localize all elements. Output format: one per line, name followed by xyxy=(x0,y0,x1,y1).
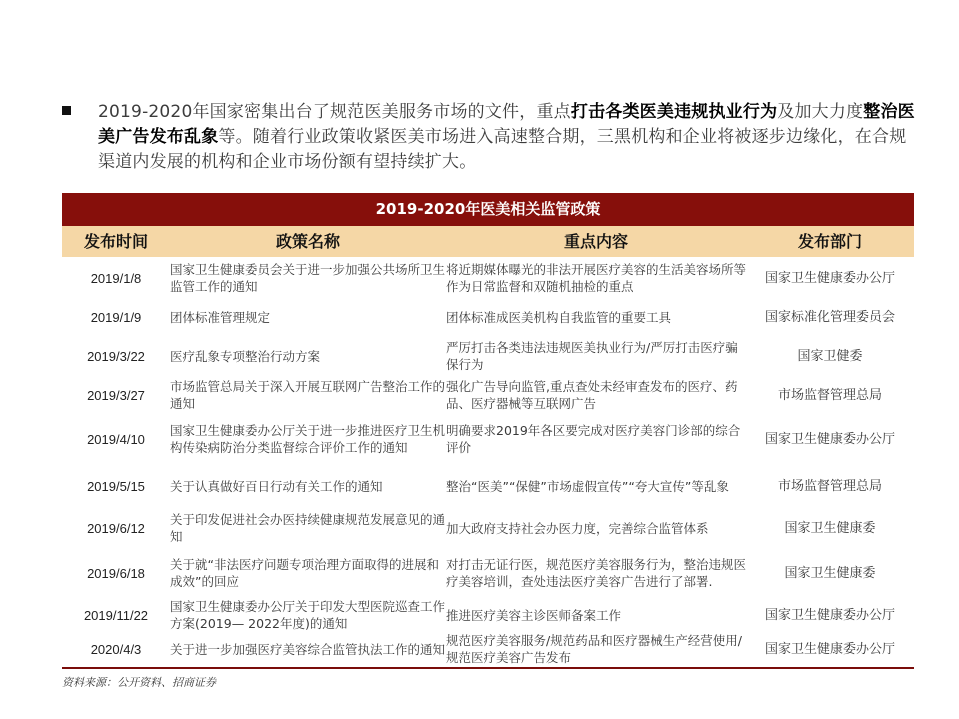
cell-date: 2020/4/3 xyxy=(90,641,142,657)
cell-name: 国家卫生健康委办公厅关于进一步推进医疗卫生机构传染病防治分类监督综合评价工作的通知 xyxy=(170,423,446,455)
cell-key: 强化广告导向监管,重点查处未经审查发布的医疗、药品、医疗器械等互联网广告 xyxy=(446,379,738,411)
intro-text-3: 等。随着行业政策收紧医美市场进入高速整合期，三黑机构和企业将被逐步边缘化，在合规渠道内发展的机构和企业市场份额有望持续扩大。 xyxy=(98,127,907,172)
intro-text xyxy=(98,100,922,175)
cell-key: 加大政府支持社会办医力度，完善综合监管体系 xyxy=(446,520,709,536)
cell-name: 关于进一步加强医疗美容综合监管执法工作的通知 xyxy=(170,641,446,657)
cell-date: 2019/3/22 xyxy=(87,348,145,364)
intro-text-2: 及加大力度 xyxy=(777,102,864,122)
cell-date: 2019/6/18 xyxy=(87,565,145,581)
cell-dept: 国家卫生健康委办公厅 xyxy=(764,641,895,657)
header-key: 重点内容 xyxy=(563,232,628,251)
cell-dept: 国家卫生健康委 xyxy=(784,520,876,536)
cell-name: 关于认真做好百日行动有关工作的通知 xyxy=(170,478,383,494)
cell-key: 将近期媒体曝光的非法开展医疗美容的生活美容场所等作为日常监督和双随机抽检的重点 xyxy=(446,262,747,294)
cell-date: 2019/3/27 xyxy=(87,387,145,403)
cell-date: 2019/1/8 xyxy=(90,270,142,286)
cell-key: 规范医疗美容服务/规范药品和医疗器械生产经营使用/规范医疗美容广告发布 xyxy=(446,633,742,665)
bullet-square-icon xyxy=(62,106,71,115)
cell-name: 国家卫生健康委员会关于进一步加强公共场所卫生监管工作的通知 xyxy=(170,262,446,294)
table-bottom-rule xyxy=(62,667,914,669)
table-row xyxy=(62,335,914,377)
cell-dept: 国家卫生健康委办公厅 xyxy=(764,270,895,286)
policy-table xyxy=(62,193,914,669)
table-row xyxy=(62,377,914,413)
cell-dept: 国家卫生健康委办公厅 xyxy=(764,607,895,623)
cell-date: 2019/6/12 xyxy=(87,520,145,536)
table-row xyxy=(62,299,914,335)
cell-name: 团体标准管理规定 xyxy=(170,309,271,325)
cell-key: 团体标准成医美机构自我监管的重要工具 xyxy=(446,309,672,325)
cell-key: 对打击无证行医，规范医疗美容服务行为，整治违规医疗美容培训，查处违法医疗美容广告进行了部署. xyxy=(446,557,747,589)
table-row xyxy=(62,257,914,299)
header-name: 政策名称 xyxy=(275,232,340,251)
table-row xyxy=(62,465,914,507)
cell-key: 严厉打击各类违法违规医美执业行为/严厉打击医疗骗保行为 xyxy=(446,340,738,372)
cell-date: 2019/1/9 xyxy=(90,309,142,325)
cell-name: 医疗乱象专项整治行动方案 xyxy=(170,348,321,364)
cell-name: 关于就“非法医疗问题专项治理方面取得的进展和成效”的回应 xyxy=(170,557,439,589)
cell-key: 明确要求2019年各区要完成对医疗美容门诊部的综合评价 xyxy=(446,423,741,455)
table-row xyxy=(62,413,914,465)
cell-name: 市场监管总局关于深入开展互联网广告整治工作的通知 xyxy=(170,379,446,411)
table-row xyxy=(62,597,914,633)
cell-name: 国家卫生健康委办公厅关于印发大型医院巡查工作方案(2019— 2022年度)的通知 xyxy=(170,599,446,631)
cell-dept: 国家卫健委 xyxy=(797,348,863,364)
source-note: 资料来源：公开资料、招商证券 xyxy=(62,676,216,689)
cell-date: 2019/11/22 xyxy=(83,607,149,623)
cell-dept: 市场监督管理总局 xyxy=(777,478,882,494)
table-title: 2019-2020年医美相关监管政策 xyxy=(62,193,914,226)
cell-name: 关于印发促进社会办医持续健康规范发展意见的通知 xyxy=(170,512,446,544)
cell-key: 推进医疗美容主诊医师备案工作 xyxy=(446,607,622,623)
cell-dept: 国家标准化管理委员会 xyxy=(764,309,895,325)
cell-date: 2019/5/15 xyxy=(87,478,145,494)
table-row xyxy=(62,549,914,597)
cell-dept: 国家卫生健康委办公厅 xyxy=(764,431,895,447)
intro-text-1: 2019-2020年国家密集出台了规范医美服务市场的文件，重点 xyxy=(98,102,571,122)
table-row xyxy=(62,633,914,665)
cell-date: 2019/4/10 xyxy=(87,431,145,447)
header-dept: 发布部门 xyxy=(797,232,862,251)
cell-dept: 市场监督管理总局 xyxy=(777,387,882,403)
table-header-row xyxy=(62,226,914,257)
cell-key: 整治“医美”“保健”市场虚假宣传”“夸大宣传”等乱象 xyxy=(446,478,729,494)
table-row xyxy=(62,507,914,549)
cell-dept: 国家卫生健康委 xyxy=(784,565,876,581)
intro-emphasis-1: 打击各类医美违规执业行为 xyxy=(570,102,778,122)
intro-paragraph xyxy=(62,100,922,175)
header-date: 发布时间 xyxy=(83,232,148,251)
intro-emphasis-2: 整治医美广告发布乱象 xyxy=(98,102,915,147)
table-body xyxy=(62,257,914,665)
